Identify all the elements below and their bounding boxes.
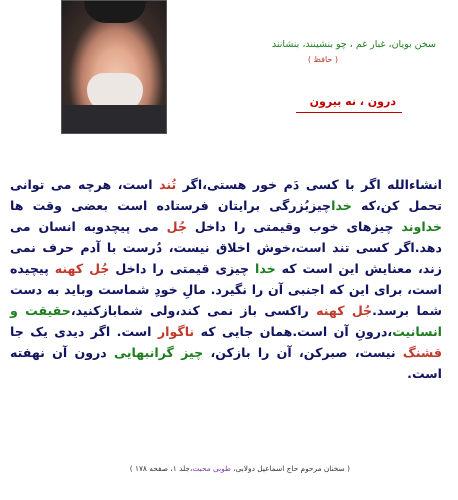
paragraph-text: می پیچدوبه انسان می دهد.اگر کسی تند است،خوش اخلاق نیست، دُرست با آدم حرف نمی زند، معنایش این است که — [10, 219, 443, 276]
page-heading: درون ، نه بیرون — [309, 95, 396, 108]
paragraph-text: است، هرچه می توانی تحمل کن،که — [10, 177, 442, 213]
paragraph-text: نیست، صبرکن، آن را بازکن، — [203, 345, 403, 360]
paragraph-highlight: خداوند — [401, 219, 442, 234]
paragraph-highlight: جُل کهنه — [54, 261, 110, 276]
paragraph-highlight: خدا — [255, 261, 276, 276]
source-footnote — [12, 464, 350, 473]
poem-line: سخن بویان، غبار غم ، چو بنشینند، بنشانند — [271, 39, 436, 50]
paragraph-text: پیچیده است، برای این که اجنبی آن را نگیرد. مالِ خودِ شماست وباید به دست شما برسد. — [10, 261, 442, 318]
heading-underline — [296, 112, 402, 113]
paragraph-text: درون آن نهفته است. — [10, 345, 442, 381]
paragraph-text: چیزی قیمتی را داخل — [109, 261, 255, 276]
portrait-photo — [61, 0, 167, 134]
paragraph-highlight: حقیقت و انسانیت — [10, 303, 442, 339]
main-paragraph — [10, 174, 442, 384]
footnote-book: طوبی محبت — [192, 464, 231, 473]
portrait-cap — [84, 1, 146, 23]
paragraph-text: انشاءالله اگر با کسی دَم خور هستی،اگر — [176, 177, 442, 192]
paragraph-text: چیزهای خوب وقیمتی را داخل — [186, 219, 402, 234]
paragraph-highlight: جُل کهنه — [316, 303, 373, 318]
paragraph-text: راکسی باز نمی کند،ولی شمابازکنید، — [70, 303, 317, 318]
paragraph-text: چیزبُزرگی برایتان فرستاده است بعضی وقت ها — [10, 198, 332, 213]
portrait-coat — [62, 105, 166, 134]
footnote-prefix: ( سخنان مرحوم حاج اسماعیل دولابی، — [230, 464, 350, 473]
paragraph-highlight: چیز گرانبهایی — [114, 345, 204, 360]
paragraph-text: است. اگر دیدی یک جا — [10, 324, 158, 339]
paragraph-highlight: قشنگ — [402, 345, 442, 360]
paragraph-highlight: جُل — [166, 219, 187, 234]
footnote-suffix: ،جلد ۱، صفحه ۱۷۸ ) — [129, 464, 193, 473]
paragraph-text: ،درونِ آن است.همان جایی که — [194, 324, 393, 339]
paragraph-highlight: تُند — [159, 177, 177, 192]
paragraph-highlight: خدا — [331, 198, 352, 213]
poem-source: ( حافظ ) — [307, 55, 338, 64]
paragraph-highlight: ناگوار — [157, 324, 195, 339]
